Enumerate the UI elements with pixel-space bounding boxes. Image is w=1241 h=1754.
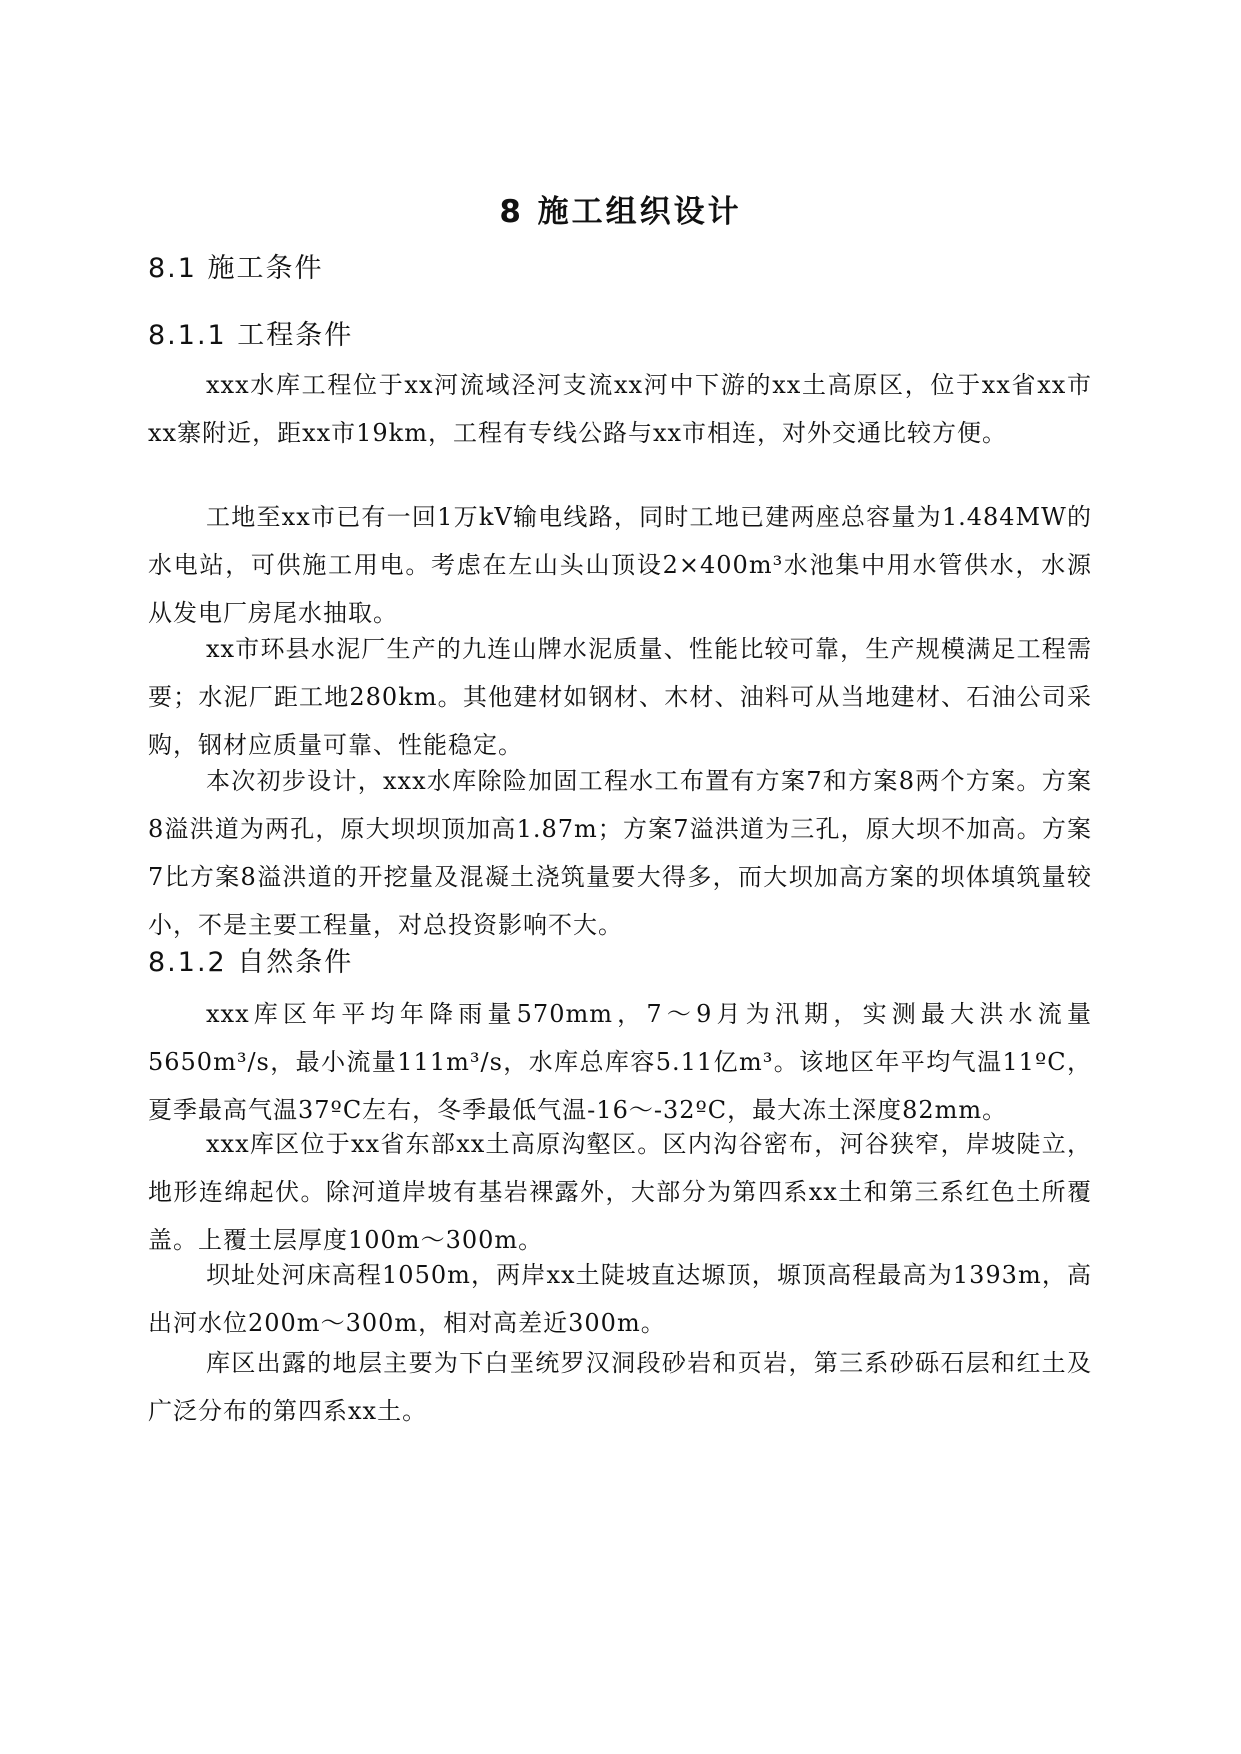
- paragraph-8-1-2-4: 库区出露的地层主要为下白垩统罗汉洞段砂岩和页岩，第三系砂砾石层和红土及广泛分布的第四系xx土。: [148, 1349, 1092, 1425]
- paragraph-8-1-1-2: 工地至xx市已有一回1万kV输电线路，同时工地已建两座总容量为1.484MW的水电站，可供施工用电。考虑在左山头山顶设2×400m³水池集中用水管供水，水源从发电厂房尾水抽取。: [148, 503, 1092, 627]
- paragraph-8-1-1-4: 本次初步设计，xxx水库除险加固工程水工布置有方案7和方案8两个方案。方案8溢洪道为两孔，原大坝坝顶加高1.87m；方案7溢洪道为三孔，原大坝不加高。方案7比方案8溢洪道的开挖量及混凝土浇筑量要大得多，而大坝加高方案的坝体填筑量较小，不是主要工程量，对总投资影响不大。: [148, 767, 1092, 939]
- paragraph-8-1-2-2: xxx库区位于xx省东部xx土高原沟壑区。区内沟谷密布，河谷狭窄，岸坡陡立，地形连绵起伏。除河道岸坡有基岩裸露外，大部分为第四系xx土和第三系红色土所覆盖。上覆土层厚度100m～300m。: [148, 1130, 1092, 1254]
- paragraph-8-1-2-1: xxx库区年平均年降雨量570mm，7～9月为汛期，实测最大洪水流量5650m³/s，最小流量111m³/s，水库总库容5.11亿m³。该地区年平均气温11ºC，夏季最高气温37ºC左右，冬季最低气温-16～-32ºC，最大冻土深度82mm。: [148, 1000, 1092, 1124]
- paragraph-8-1-1-3: xx市环县水泥厂生产的九连山牌水泥质量、性能比较可靠，生产规模满足工程需要；水泥厂距工地280km。其他建材如钢材、木材、油料可从当地建材、石油公司采购，钢材应质量可靠、性能稳定。: [148, 635, 1092, 759]
- section-heading-8-1-1: 8.1.1 工程条件: [148, 320, 354, 351]
- chapter-title: 8 施工组织设计: [499, 194, 742, 230]
- section-heading-8-1: 8.1 施工条件: [148, 253, 324, 284]
- section-heading-8-1-2: 8.1.2 自然条件: [148, 947, 354, 978]
- paragraph-8-1-1-1: xxx水库工程位于xx河流域泾河支流xx河中下游的xx土高原区，位于xx省xx市xx寨附近，距xx市19km，工程有专线公路与xx市相连，对外交通比较方便。: [148, 371, 1092, 447]
- paragraph-8-1-2-3: 坝址处河床高程1050m，两岸xx土陡坡直达塬顶，塬顶高程最高为1393m，高出河水位200m～300m，相对高差近300m。: [148, 1261, 1092, 1337]
